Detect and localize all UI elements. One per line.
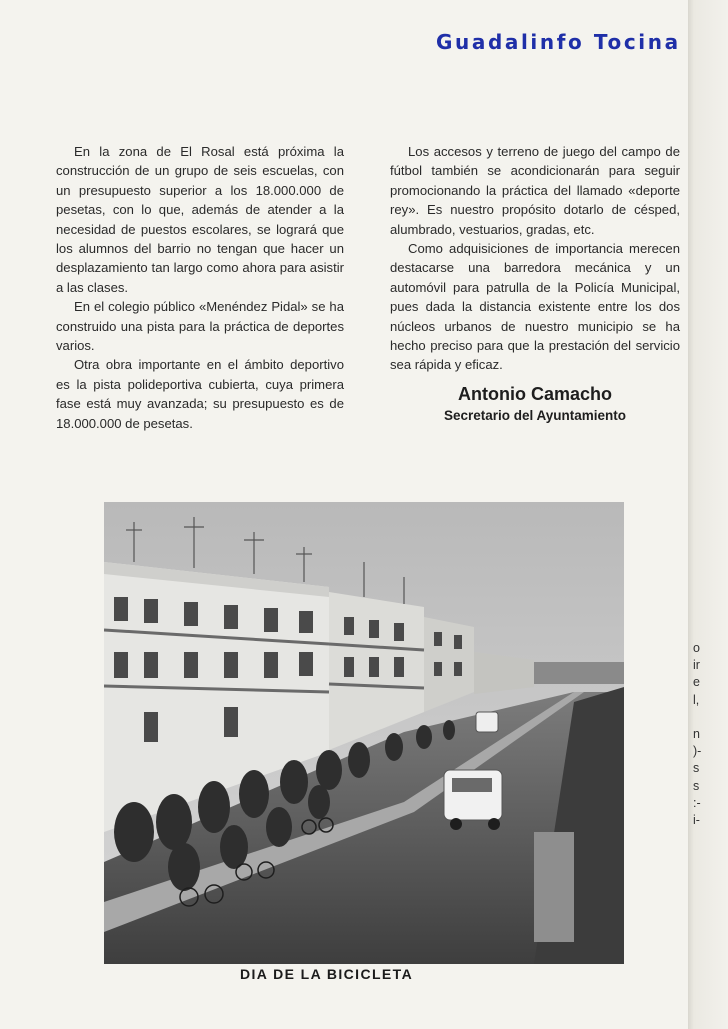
adjacent-page-edge — [688, 0, 728, 1029]
street-photo-illustration — [104, 502, 624, 964]
right-paragraph-1: Los accesos y terreno de juego del campo de fútbol también se acondicionarán para seguir promocionando la práctica del llamado «deporte rey». Es nuestro propósito dotarlo de césped, alumbrado, vestuarios, gradas, etc. — [390, 144, 680, 237]
left-paragraph-1: En la zona de El Rosal está próxima la construcción de un grupo de seis escuelas, con un presupuesto superior a los 18.000.000 de pesetas, con lo que, además de atender a la necesidad de puestos escolares, se logrará que los alumnos del barrio no tengan que hacer un desplazamiento tan largo como ahora para asistir a las clases. — [56, 144, 344, 295]
left-paragraph-2: En el colegio público «Menéndez Pidal» se ha construido una pista para la práctica de deportes varios. — [56, 299, 344, 354]
street-photo — [104, 502, 624, 964]
watermark: Guadalinfo Tocina — [436, 30, 681, 54]
adjacent-page-text-fragment: o ir e l, n )- s s :- i- — [693, 641, 702, 828]
left-column — [56, 142, 344, 433]
photo-caption: DIA DE LA BICICLETA — [240, 966, 414, 982]
right-paragraph-2: Como adquisiciones de importancia merecen destacarse una barredora mecánica y un automóvil para patrulla de la Policía Municipal, pues dada la distancia existente entre los dos núcleos urbanos de nuestro municipio se ha hecho preciso para que la prestación del servicio sea rápida y eficaz. — [390, 241, 680, 373]
left-paragraph-3: Otra obra importante en el ámbito deportivo es la pista polideportiva cubierta, cuya primera fase está muy avanzada; su presupuesto es de 18.000.000 de pesetas. — [56, 357, 344, 431]
signature-role: Secretario del Ayuntamiento — [443, 407, 627, 423]
right-column — [390, 142, 680, 426]
signature-name: Antonio Camacho — [457, 383, 612, 404]
